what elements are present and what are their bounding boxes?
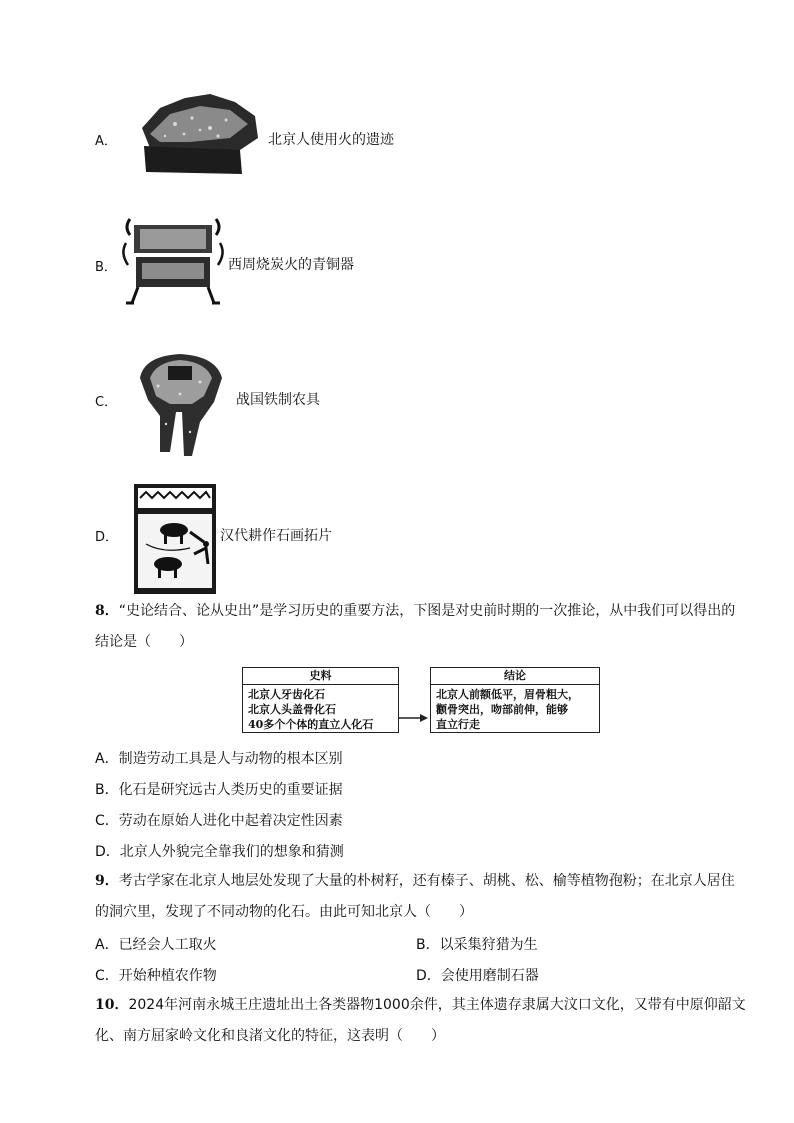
- question-8-text-1: “史论结合、论从史出”是学习历史的重要方法，下图是对史前时期的一次推论，从中我们可以得出的: [118, 603, 736, 619]
- option-letter-d: D．: [95, 530, 119, 545]
- diagram-source-line: 40多个个体的直立人化石: [248, 718, 374, 731]
- caption-bronze-brazier: 西周烧炭火的青铜器: [228, 257, 354, 273]
- diagram-conclusion-line: 直立行走: [436, 718, 480, 731]
- diagram-source-line: 北京人头盖骨化石: [248, 703, 336, 716]
- caption-stone-rubbing: 汉代耕作石画拓片: [220, 528, 332, 544]
- iron-tool-image: [130, 352, 230, 460]
- fire-remains-image: [130, 90, 262, 178]
- question-10-line-2: 化、南方屈家岭文化和良渚文化的特征，这表明（ ）: [95, 1028, 445, 1044]
- diagram-source-box: [242, 667, 399, 733]
- option-letter-a: A．: [95, 134, 117, 149]
- option-letter-c: C．: [95, 395, 118, 410]
- question-9-option-c[interactable]: C．开始种植农作物: [95, 968, 217, 984]
- question-8-option-d[interactable]: D．北京人外貌完全靠我们的想象和猜测: [95, 844, 344, 860]
- option-letter-b: B．: [95, 260, 117, 275]
- diagram-source-line: 北京人牙齿化石: [248, 688, 325, 701]
- question-8-option-b[interactable]: B．化石是研究远古人类历史的重要证据: [95, 782, 343, 798]
- question-8-line-1: [95, 596, 735, 627]
- question-9-number: 9．: [95, 873, 119, 889]
- question-8-option-c[interactable]: C．劳动在原始人进化中起着决定性因素: [95, 813, 343, 829]
- diagram-conclusion-title: 结论: [431, 668, 599, 685]
- diagram-conclusion-line: 颧骨突出，吻部前伸，能够: [436, 703, 568, 716]
- caption-fire-remains: 北京人使用火的遗迹: [268, 132, 394, 148]
- question-9-line-2: 的洞穴里，发现了不同动物的化石。由此可知北京人（ ）: [95, 904, 473, 920]
- diagram-source-title: 史料: [243, 668, 398, 685]
- bronze-brazier-image: [122, 213, 224, 305]
- question-8-number: 8．: [95, 603, 119, 619]
- question-9-text-1: 考古学家在北京人地层处发现了大量的朴树籽，还有榛子、胡桃、松、榆等植物孢粉；在北京人居住: [118, 873, 735, 889]
- question-9-option-a[interactable]: A．已经会人工取火: [95, 937, 217, 953]
- question-8-option-a[interactable]: A．制造劳动工具是人与动物的根本区别: [95, 751, 343, 767]
- diagram-conclusion-box: [430, 667, 600, 733]
- diagram-conclusion-line: 北京人前额低平，眉骨粗大，: [436, 688, 579, 701]
- arrow-right-icon: [398, 712, 430, 724]
- question-10-number: 10．: [95, 997, 129, 1013]
- caption-iron-tool: 战国铁制农具: [236, 392, 320, 408]
- stone-rubbing-image: [134, 484, 216, 594]
- question-8-line-2: 结论是（ ）: [95, 634, 193, 650]
- question-10-line-1: [95, 990, 746, 1021]
- question-9-option-d[interactable]: D．会使用磨制石器: [416, 968, 539, 984]
- question-9-option-b[interactable]: B．以采集狩猎为生: [416, 937, 538, 953]
- question-10-text-1: 2024年河南永城王庄遗址出土各类器物1000余件，其主体遗存隶属大汶口文化，又带有中原仰韶文: [128, 997, 746, 1013]
- question-9-line-1: [95, 866, 735, 897]
